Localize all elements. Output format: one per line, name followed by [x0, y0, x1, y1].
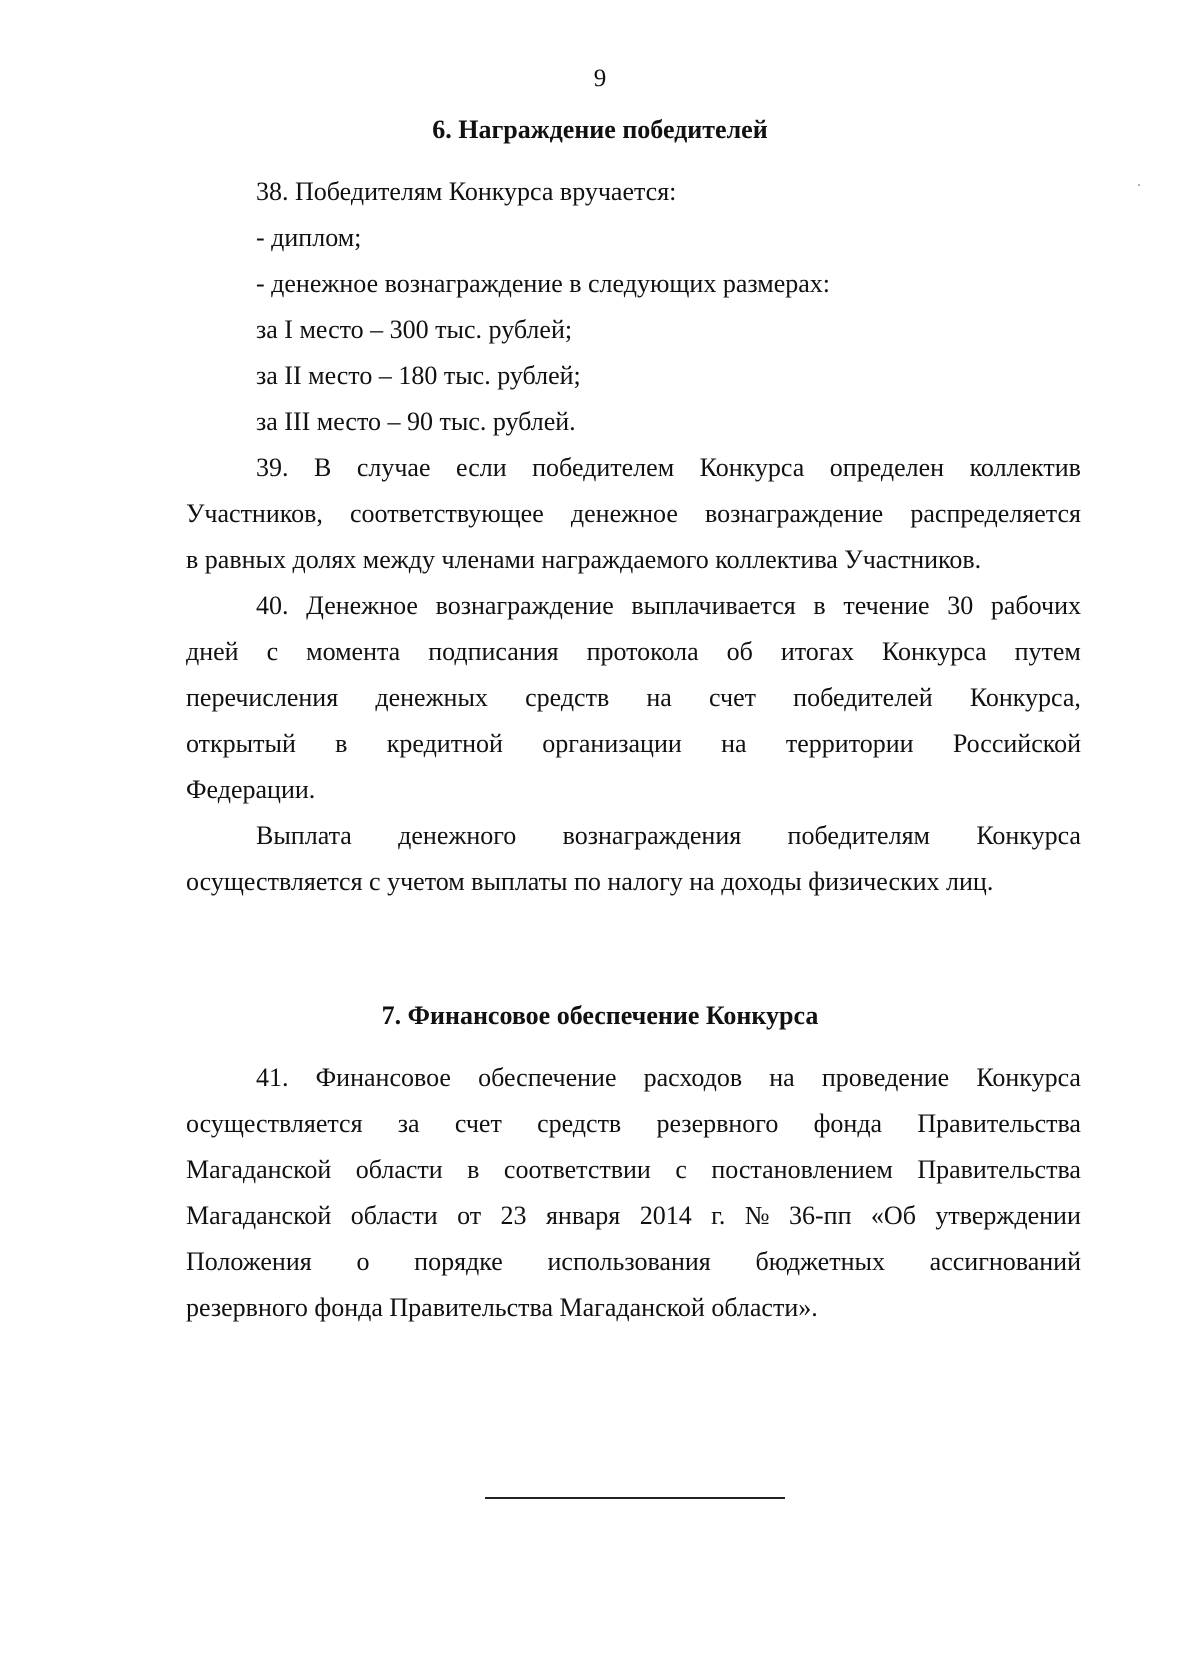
word: Выплата — [256, 821, 352, 850]
paragraph-41-line: резервного фонда Правительства Магаданской области». — [186, 1293, 818, 1322]
paragraph-40-line — [256, 590, 1081, 622]
word: Правительства — [917, 1109, 1081, 1138]
list-item-diploma: - диплом; — [256, 223, 362, 252]
word: с — [266, 637, 279, 666]
word: Конкурса — [699, 453, 805, 482]
word: денежных — [375, 683, 488, 712]
word: вознаграждения — [562, 821, 742, 850]
word: Конкурса — [976, 1063, 1081, 1092]
paragraph-40-line — [186, 728, 1081, 760]
paragraph-39-line: в равных долях между членами награждаемого коллектива Участников. — [186, 545, 982, 574]
word: открытый — [186, 729, 296, 758]
word: территории — [785, 729, 914, 758]
word: проведение — [821, 1063, 950, 1092]
word: Конкурса — [976, 821, 1081, 850]
paragraph-40-line: Федерации. — [186, 775, 316, 804]
word: № — [744, 1201, 770, 1230]
word: 36-пп — [789, 1201, 852, 1230]
word: 40. — [256, 591, 289, 620]
word: фонда — [813, 1109, 883, 1138]
word: за — [397, 1109, 420, 1138]
word: протокола — [586, 637, 699, 666]
prize-second-place: за II место – 180 тыс. рублей; — [256, 361, 581, 390]
word: дней — [186, 637, 239, 666]
word: об — [726, 637, 753, 666]
word: Российской — [952, 729, 1081, 758]
word: Правительства — [917, 1155, 1081, 1184]
paragraph-41-line — [186, 1108, 1081, 1140]
word: распределяется — [910, 499, 1081, 528]
list-item-money: - денежное вознаграждение в следующих размерах: — [256, 269, 831, 298]
word: путем — [1014, 637, 1081, 666]
word: с — [675, 1155, 687, 1184]
page-number: 9 — [593, 65, 607, 92]
word: г. — [711, 1201, 726, 1230]
word: итогах — [780, 637, 855, 666]
word: Магаданской — [186, 1201, 332, 1230]
word: победителей — [793, 683, 933, 712]
word: случае — [356, 453, 431, 482]
prize-first-place: за I место – 300 тыс. рублей; — [256, 315, 573, 344]
word: использования — [547, 1247, 711, 1276]
word: января — [545, 1201, 621, 1230]
word: кредитной — [386, 729, 503, 758]
word: 30 — [947, 591, 974, 620]
word: коллектив — [969, 453, 1081, 482]
paragraph-39-line — [186, 498, 1081, 530]
word: 41. — [256, 1063, 289, 1092]
paragraph-40-line — [186, 682, 1081, 714]
word: ассигнований — [929, 1247, 1081, 1276]
word: средств — [537, 1109, 622, 1138]
word: вознаграждение — [435, 591, 614, 620]
word: средств — [525, 683, 610, 712]
scan-speck — [1138, 184, 1140, 186]
word: осуществляется — [186, 1109, 363, 1138]
word: денежного — [398, 821, 517, 850]
prize-third-place: за III место – 90 тыс. рублей. — [256, 407, 576, 436]
word: постановлением — [711, 1155, 893, 1184]
payout-paragraph-line — [256, 820, 1081, 852]
word: момента — [306, 637, 401, 666]
word: 2014 — [639, 1201, 692, 1230]
word: течение — [843, 591, 930, 620]
paragraph-41-line — [186, 1154, 1081, 1186]
word: утверждении — [935, 1201, 1081, 1230]
word: в — [467, 1155, 480, 1184]
word: Конкурса — [882, 637, 987, 666]
word: Конкурса, — [969, 683, 1081, 712]
word: на — [769, 1063, 795, 1092]
payout-paragraph-line: осуществляется с учетом выплаты по налогу на доходы физических лиц. — [186, 867, 994, 896]
paragraph-40-line — [186, 636, 1081, 668]
word: соответствующее — [350, 499, 544, 528]
paragraph-38: 38. Победителям Конкурса вручается: — [256, 177, 677, 206]
paragraph-41-line — [186, 1246, 1081, 1278]
word: о — [356, 1247, 370, 1276]
word: расходов — [643, 1063, 743, 1092]
word: обеспечение — [478, 1063, 617, 1092]
word: счет — [454, 1109, 502, 1138]
word: области — [350, 1201, 438, 1230]
word: на — [646, 683, 672, 712]
paragraph-39-line — [256, 452, 1081, 484]
paragraph-41-line — [256, 1062, 1081, 1094]
end-of-text-rule — [485, 1497, 785, 1499]
section-6-heading: 6. Награждение победителей — [432, 115, 768, 144]
word: области — [355, 1155, 443, 1184]
word: в — [335, 729, 348, 758]
word: Магаданской — [186, 1155, 332, 1184]
word: «Об — [870, 1201, 916, 1230]
word: Участников, — [186, 499, 323, 528]
word: от — [457, 1201, 482, 1230]
word: в — [813, 591, 826, 620]
section-7-heading: 7. Финансовое обеспечение Конкурса — [381, 1001, 819, 1030]
word: порядке — [414, 1247, 503, 1276]
word: вознаграждение — [705, 499, 884, 528]
word: выплачивается — [631, 591, 796, 620]
word: 39. — [256, 453, 289, 482]
word: определен — [829, 453, 945, 482]
word: 23 — [500, 1201, 527, 1230]
word: на — [721, 729, 747, 758]
word: перечисления — [186, 683, 339, 712]
word: подписания — [428, 637, 559, 666]
word: денежное — [570, 499, 678, 528]
word: счет — [709, 683, 757, 712]
word: бюджетных — [755, 1247, 885, 1276]
word: рабочих — [990, 591, 1081, 620]
word: Денежное — [306, 591, 418, 620]
word: если — [456, 453, 507, 482]
word: Положения — [186, 1247, 312, 1276]
word: победителем — [532, 453, 675, 482]
word: организации — [542, 729, 682, 758]
word: В — [314, 453, 332, 482]
word: соответствии — [503, 1155, 651, 1184]
word: победителям — [787, 821, 930, 850]
word: Финансовое — [315, 1063, 451, 1092]
paragraph-41-line — [186, 1200, 1081, 1232]
word: резервного — [656, 1109, 779, 1138]
